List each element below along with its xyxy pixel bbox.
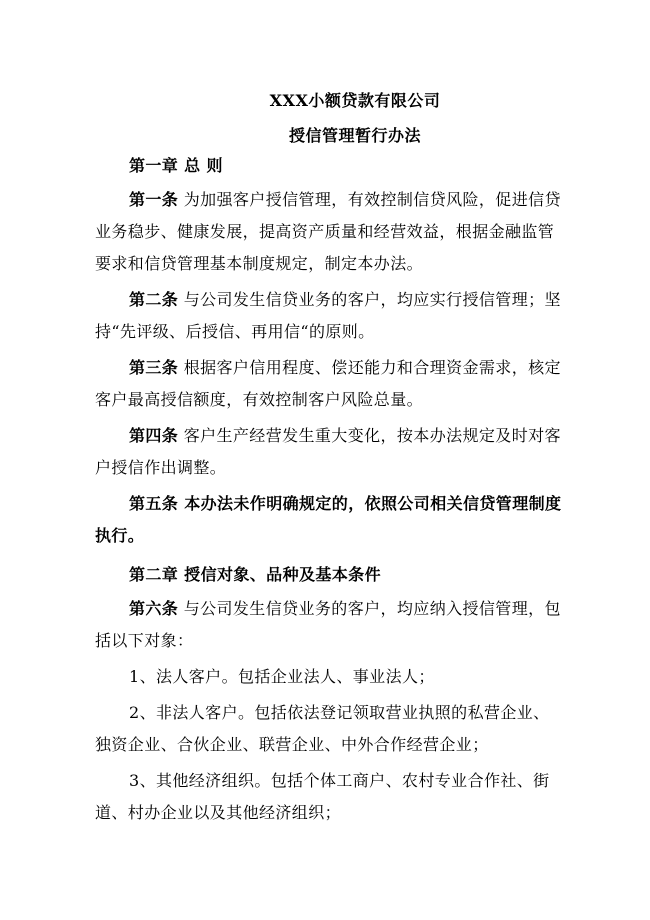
article-5 [95,488,565,552]
chapter-1-heading: 第一章 总 则 [129,156,223,175]
list-item-2: 2、非法人客户。包括依法登记领取营业执照的私营企业、独资企业、合伙企业、联营企业、中外合作经营企业； [95,703,550,754]
article-1-label: 第一条 [129,190,179,209]
article-2 [95,284,565,348]
article-6-text: 与公司发生信贷业务的客户，均应纳入授信管理，包括以下对象： [95,599,561,650]
article-5-label: 第五条 [129,494,179,513]
document-title: 授信管理暂行办法 [288,126,421,145]
article-4-label: 第四条 [129,426,179,445]
article-1 [95,184,565,280]
article-2-text: 与公司发生信贷业务的客户，均应实行授信管理；坚持“先评级、后授信、再用信“的原则。 [95,290,561,341]
chapter-2-heading: 第二章 授信对象、品种及基本条件 [129,565,381,584]
article-6 [95,593,565,657]
list-item-1: 1、法人客户。包括企业法人、事业法人； [129,667,435,686]
article-2-label: 第二条 [129,290,179,309]
list-item-3: 3、其他经济组织。包括个体工商户、农村专业合作社、街道、村办企业以及其他经济组织； [95,771,550,822]
article-4-text: 客户生产经营发生重大变化，按本办法规定及时对客户授信作出调整。 [95,426,561,477]
article-3-text: 根据客户信用程度、偿还能力和合理资金需求，核定客户最高授信额度，有效控制客户风险总量。 [95,358,561,409]
article-6-label: 第六条 [129,599,179,618]
article-3-label: 第三条 [129,358,179,377]
article-3 [95,352,565,416]
company-name: XXX小额贷款有限公司 [269,91,441,110]
article-1-text: 为加强客户授信管理，有效控制信贷风险，促进信贷业务稳步、健康发展，提高资产质量和经营效益，根据金融监管要求和信贷管理基本制度规定，制定本办法。 [95,190,561,273]
article-5-text: 本办法未作明确规定的，依照公司相关信贷管理制度执行。 [95,494,562,545]
article-4 [95,420,565,484]
